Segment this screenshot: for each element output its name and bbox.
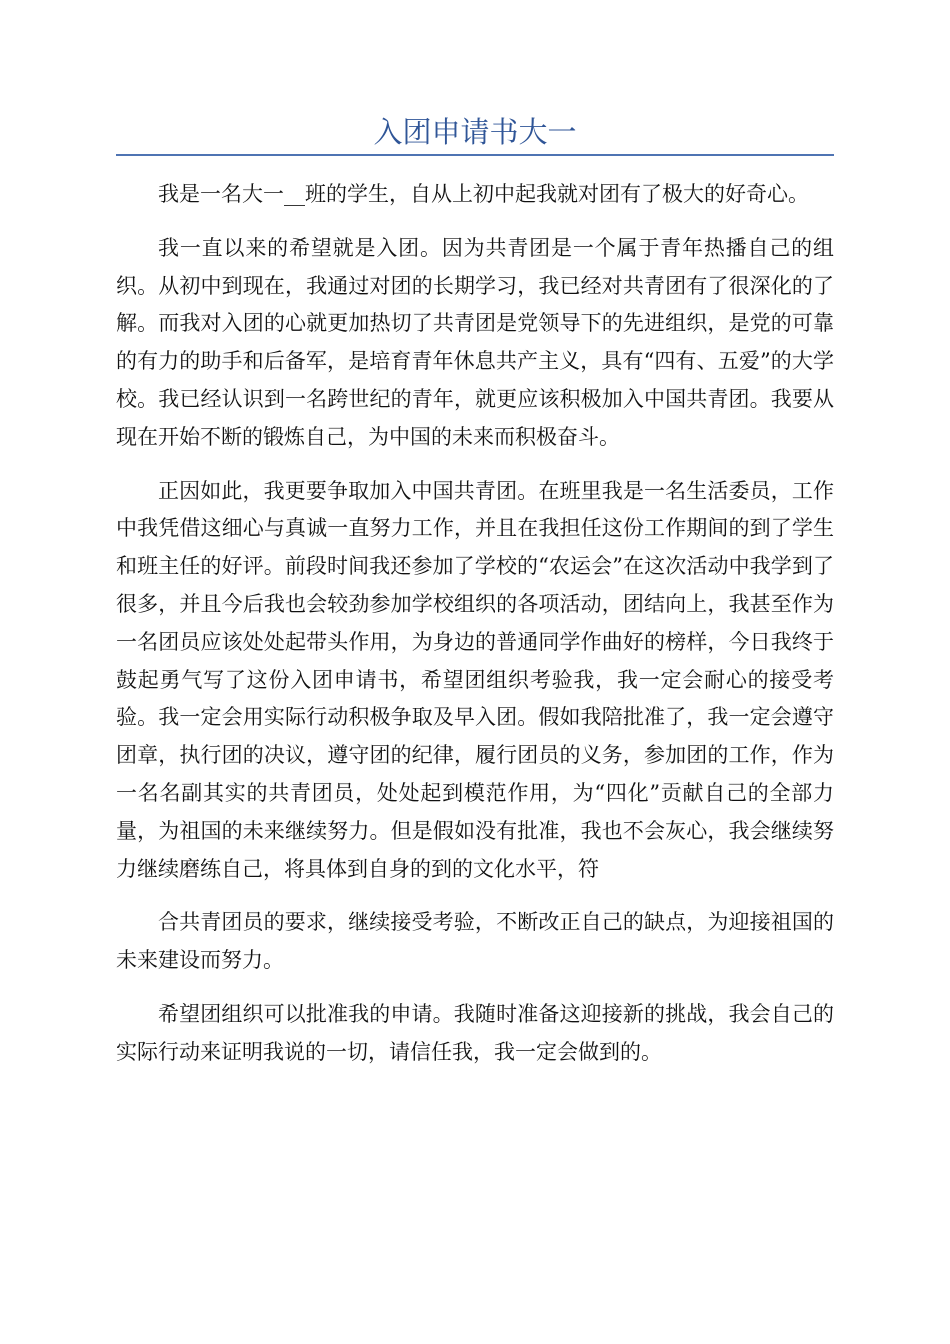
paragraph-2: 我一直以来的希望就是入团。因为共青团是一个属于青年热播自己的组织。从初中到现在，我通过对团的长期学习，我已经对共青团有了很深化的了解。而我对入团的心就更加热切了共青团是党领导下的先进组织，是党的可靠的有力的助手和后备军，是培育青年休息共产主义，具有“四有、五爱”的大学校。我已经认识到一名跨世纪的青年，就更应该积极加入中国共青团。我要从现在开始不断的锻炼自己，为中国的未来而积极奋斗。: [116, 235, 834, 449]
paragraph-5: 希望团组织可以批准我的申请。我随时准备这迎接新的挑战，我会自己的实际行动来证明我说的一切，请信任我，我一定会做到的。: [116, 1001, 834, 1064]
paragraph-3: 正因如此，我更要争取加入中国共青团。在班里我是一名生活委员，工作中我凭借这细心与真诚一直努力工作，并且在我担任这份工作期间的到了学生和班主任的好评。前段时间我还参加了学校的“农运会”在这次活动中我学到了很多，并且今后我也会较劲参加学校组织的各项活动，团结向上，我甚至作为一名团员应该处处起带头作用，为身边的普通同学作曲好的榜样，今日我终于鼓起勇气写了这份入团申请书，希望团组织考验我，我一定会耐心的接受考验。我一定会用实际行动积极争取及早入团。假如我陪批准了，我一定会遵守团章，执行团的决议，遵守团的纪律，履行团员的义务，参加团的工作，作为一名名副其实的共青团员，处处起到模范作用，为“四化”贡献自己的全部力量，为祖国的未来继续努力。但是假如没有批准，我也不会灰心，我会继续努力继续磨练自己，将具体到自身的到的文化水平，符: [116, 478, 834, 881]
document-body: [116, 176, 834, 1088]
paragraph-1: 我是一名大一__班的学生，自从上初中起我就对团有了极大的好奇心。: [158, 182, 809, 206]
paragraph-4: 合共青团员的要求，继续接受考验，不断改正自己的缺点，为迎接祖国的未来建设而努力。: [116, 910, 834, 973]
title-underline: [116, 154, 834, 156]
document-title: 入团申请书大一: [373, 115, 577, 149]
